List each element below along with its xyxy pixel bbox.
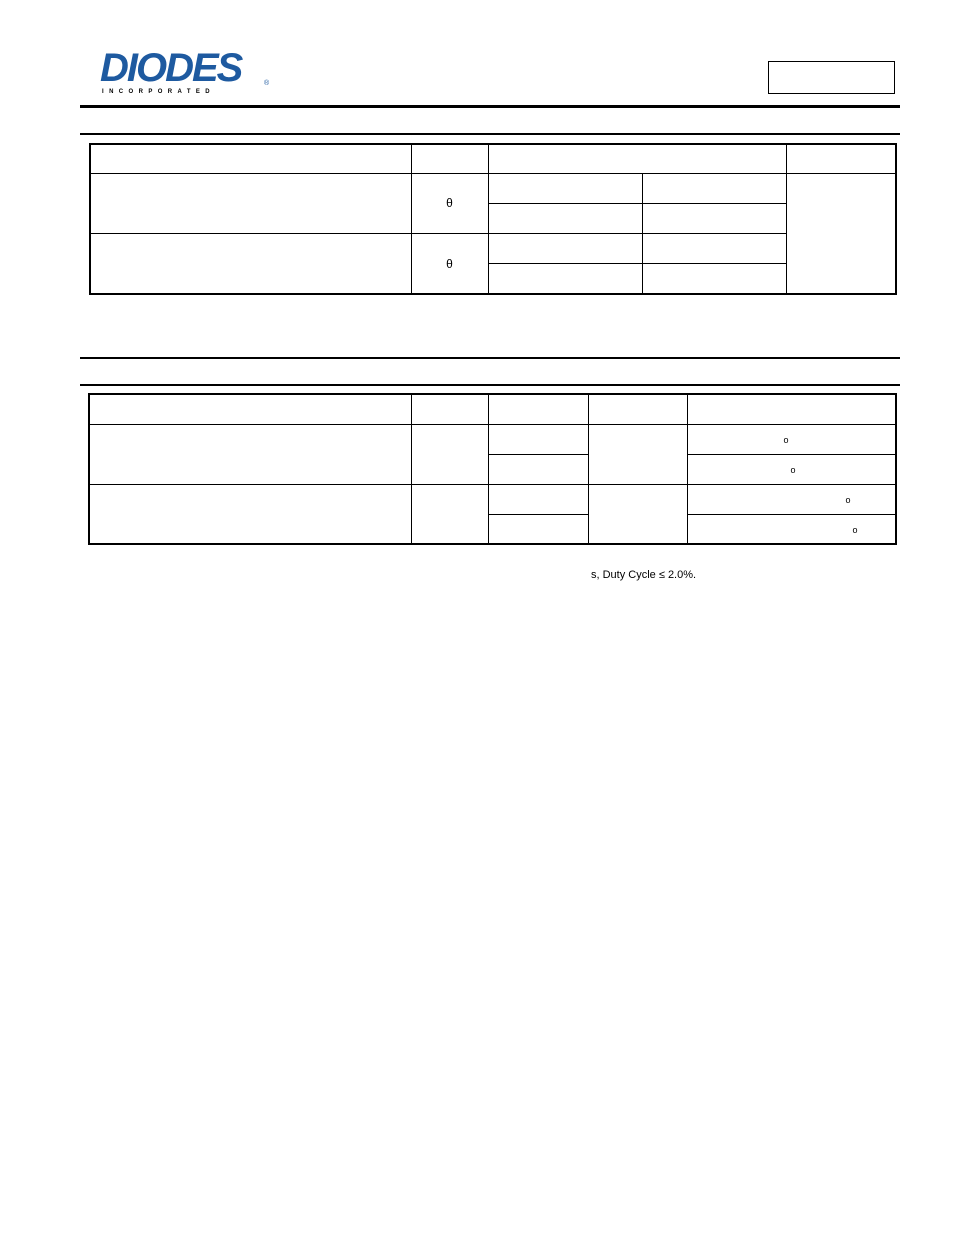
table-header-row: [90, 144, 896, 173]
table-row: [90, 173, 896, 203]
header-cell-value: [488, 394, 588, 424]
value-cell: [642, 173, 786, 203]
package-cell: [488, 234, 642, 264]
logo-subtext: INCORPORATED: [102, 89, 216, 95]
value-cell: [642, 203, 786, 233]
package-cell: [488, 264, 642, 294]
unit-cell: [588, 484, 687, 544]
condition-cell: [687, 424, 896, 454]
condition-cell: [687, 514, 896, 544]
table-row: [89, 484, 896, 514]
degree-mark: o: [790, 465, 796, 475]
section-rule-top: [80, 357, 900, 359]
value-cell: [488, 424, 588, 454]
part-number-box: [768, 61, 895, 94]
condition-cell: [687, 454, 896, 484]
unit-cell: [588, 424, 687, 484]
table-row: [90, 234, 896, 264]
degree-mark: o: [845, 495, 851, 505]
characteristic-cell: [89, 424, 411, 484]
header-cell-characteristic: [89, 394, 411, 424]
header-rule: [80, 105, 900, 108]
header-cell-test-condition: [687, 394, 896, 424]
table-header-row: [89, 394, 896, 424]
footnote-text: s, Duty Cycle ≤ 2.0%.: [591, 569, 697, 581]
value-cell: [642, 234, 786, 264]
header-cell-characteristic: [90, 144, 411, 173]
degree-mark: o: [852, 524, 858, 535]
characteristics-table: [88, 393, 897, 545]
table-row: [89, 424, 896, 454]
section-rule-thermal: [80, 133, 900, 135]
unit-cell: [786, 173, 896, 294]
header-cell-symbol: [411, 144, 488, 173]
header-cell-value: [488, 144, 786, 173]
value-cell: [488, 514, 588, 544]
characteristic-cell: [90, 234, 411, 294]
characteristic-cell: [89, 484, 411, 544]
characteristic-cell: [90, 173, 411, 233]
symbol-cell: θ: [411, 173, 488, 233]
condition-cell: [687, 484, 896, 514]
section-rule-bottom: [80, 384, 900, 386]
package-cell: [488, 203, 642, 233]
degree-mark: o: [783, 435, 789, 445]
symbol-cell: [411, 484, 488, 544]
thermal-characteristics-table: [89, 143, 897, 295]
symbol-cell: [411, 424, 488, 484]
diodes-logo: [100, 46, 272, 98]
value-cell: [642, 264, 786, 294]
value-cell: [488, 484, 588, 514]
package-cell: [488, 173, 642, 203]
header-cell-unit: [588, 394, 687, 424]
header-cell-unit: [786, 144, 896, 173]
logo-registered-mark: ®: [264, 80, 270, 87]
logo-wordmark: DIODES: [100, 46, 242, 90]
value-cell: [488, 454, 588, 484]
symbol-cell: θ: [411, 234, 488, 294]
header-cell-symbol: [411, 394, 488, 424]
